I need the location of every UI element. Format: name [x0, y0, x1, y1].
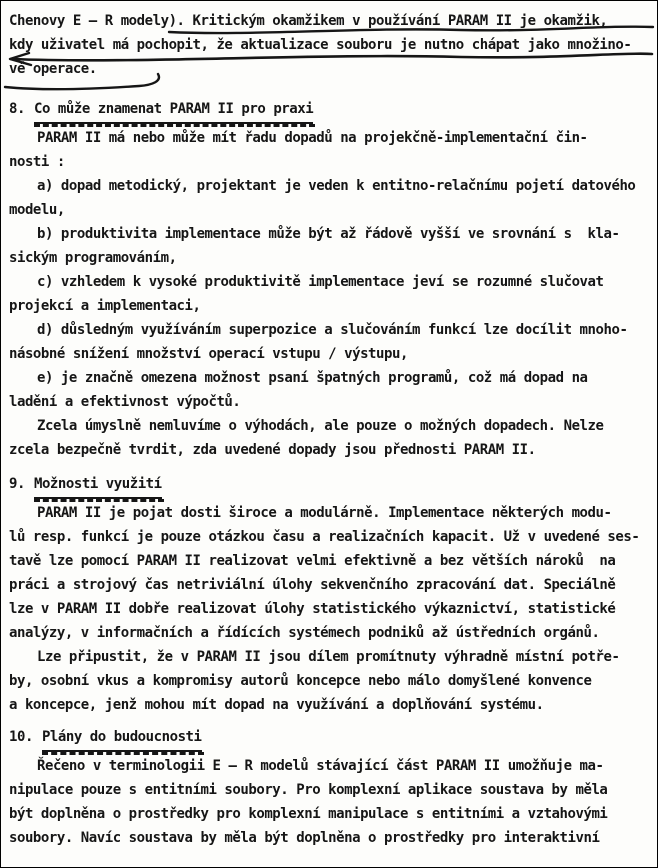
text-line: d) důsledným využíváním superpozice a slučováním funkcí lze docílit mnoho- — [37, 322, 628, 338]
paragraph-gap — [9, 717, 653, 725]
text-line: nosti : — [9, 154, 65, 170]
text-line: c) vzhledem k vysoké produktivitě implementace jeví se rozumné slučovat — [37, 274, 604, 290]
text-line: Řečeno v terminologii E – R modelů stávající část PARAM II umožňuje ma- — [37, 758, 604, 774]
text-line: tavě lze pomocí PARAM II realizovat velmi efektivně a bez větších nároků na — [9, 553, 616, 569]
text-line: sickým programováním, — [9, 250, 177, 266]
section-heading — [9, 725, 653, 749]
text-line: lů resp. funkcí je pouze otázkou času a realizačních kapacit. Už v uvedené ses- — [9, 529, 640, 545]
text-line: a koncepce, jenž mohou mít dopad na využívání a doplňování systému. — [9, 697, 544, 713]
section-heading — [9, 97, 653, 121]
text-line: b) produktivita implementace může být až řádově vyšší ve srovnání s kla- — [37, 226, 620, 242]
heading-number: 9. — [9, 476, 25, 492]
text-line: by, osobní vkus a kompromisy autorů koncepce nebo málo domyšlené konvence — [9, 673, 592, 689]
text-line: modelu, — [9, 202, 65, 218]
heading-title: Plány do budoucnosti — [42, 725, 202, 752]
text-line: e) je značně omezena možnost psaní špatných programů, což má dopad na — [37, 370, 588, 386]
text-line: soubory. Navíc soustava by měla být doplněna o prostředky pro interaktivní — [9, 830, 600, 846]
section-heading — [9, 472, 653, 496]
document-body — [1, 1, 657, 850]
text-line: práci a strojový čas netriviální úlohy sekvenčního zpracování dat. Speciálně — [9, 577, 616, 593]
text-line: Zcela úmyslně nemluvíme o výhodách, ale pouze o možných dopadech. Nelze — [37, 418, 604, 434]
text-line: vé operace. — [9, 61, 97, 77]
text-line: kdy uživatel má pochopit, že aktualizace souboru je nutno chápat jako množino- — [9, 37, 632, 53]
heading-title: Možnosti využití — [34, 472, 162, 499]
text-line: násobné snížení množství operací vstupu / výstupu, — [9, 346, 408, 362]
text-line: PARAM II má nebo může mít řadu dopadů na projekčně-implementační čin- — [37, 130, 588, 146]
text-line: analýzy, v informačních a řídících systémech podniků až ústředních orgánů. — [9, 625, 600, 641]
text-line: PARAM II je pojat dosti široce a modulárně. Implementace některých modu- — [37, 505, 612, 521]
text-line: zcela bezpečně tvrdit, zda uvedené dopady jsou přednosti PARAM II. — [9, 442, 536, 458]
heading-title: Co může znamenat PARAM II pro praxi — [34, 97, 313, 124]
heading-number: 8. — [9, 101, 25, 117]
text-line: nipulace pouze s entitními soubory. Pro komplexní aplikace soustava by měla — [9, 782, 608, 798]
text-line: a) dopad metodický, projektant je veden k entitno-relačnímu pojetí datového — [37, 178, 636, 194]
text-line: Chenovy E – R modely). Kritickým okamžikem v používání PARAM II je okamžik, — [9, 13, 608, 29]
text-line: lze v PARAM II dobře realizovat úlohy statistického výkaznictví, statistické — [9, 601, 616, 617]
paragraph-gap — [9, 81, 653, 97]
text-line: ladění a efektivnost výpočtů. — [9, 394, 241, 410]
text-line: projekcí a implementaci, — [9, 298, 201, 314]
heading-number: 10. — [9, 729, 33, 745]
text-line: být doplněna o prostředky pro komplexní manipulace s entitními a vztahovými — [9, 806, 608, 822]
paragraph-gap — [9, 462, 653, 472]
text-line: Lze připustit, že v PARAM II jsou dílem promítnuty výhradně místní potře- — [37, 649, 620, 665]
